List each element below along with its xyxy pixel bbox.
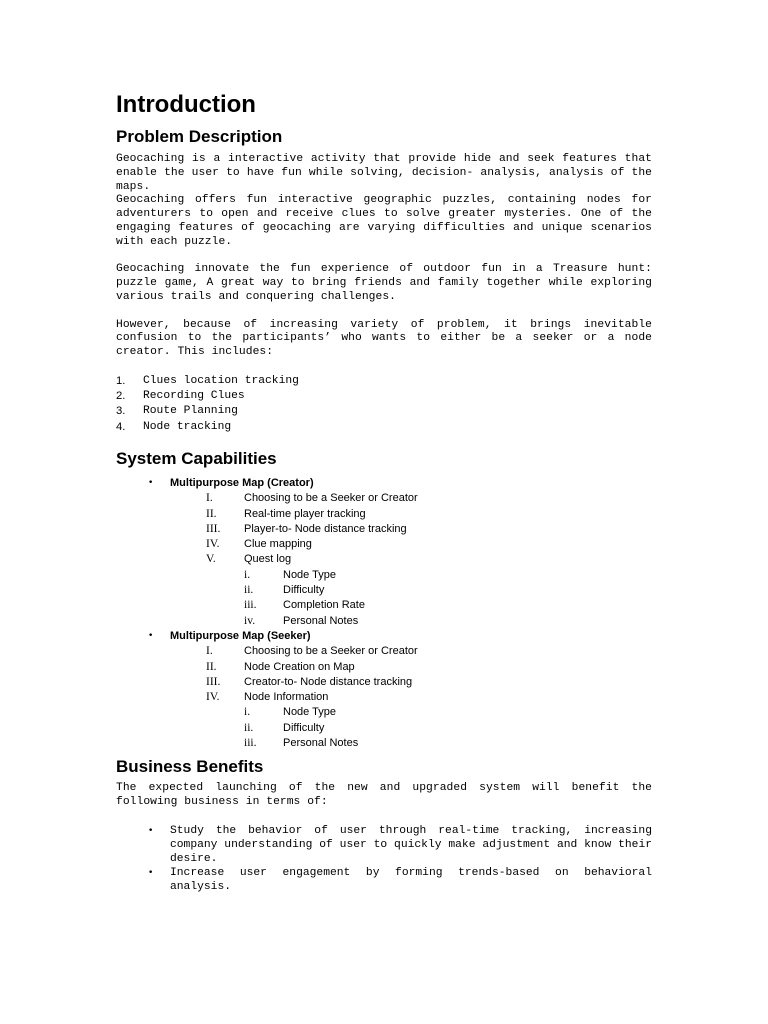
list-text: Node Type <box>283 568 337 581</box>
list-number: 3. <box>116 405 126 418</box>
problem-paragraph-4: However, because of increasing variety of problem, it brings inevitable confusion to the participants’ who wants to either be a seeker or a node creator. This includes: <box>116 318 652 359</box>
list-number: ii. <box>244 584 254 597</box>
list-item <box>116 507 652 522</box>
list-item <box>116 568 652 583</box>
problem-description-heading: Problem Description <box>116 127 283 146</box>
list-text: Recording Clues <box>143 390 245 403</box>
list-text: Clues location tracking <box>143 374 299 387</box>
paragraph-spacer <box>116 305 652 319</box>
list-text: Real-time player tracking <box>244 507 366 520</box>
list-item <box>116 660 652 675</box>
problem-list <box>116 374 652 435</box>
paragraph-spacer <box>116 250 652 264</box>
list-item <box>116 721 652 736</box>
list-text: Increase user engagement by forming trends-based on behavioral analysis. <box>170 867 652 894</box>
list-number: 4. <box>116 420 126 433</box>
list-number: V. <box>206 553 216 566</box>
list-number: III. <box>206 675 221 688</box>
list-number: III. <box>206 522 221 535</box>
list-item <box>116 690 652 705</box>
list-text: Clue mapping <box>244 538 312 551</box>
list-item <box>116 552 652 567</box>
list-item <box>116 675 652 690</box>
list-number: ii. <box>244 721 254 734</box>
list-number: 1. <box>116 374 126 387</box>
list-text: Difficulty <box>283 721 325 734</box>
list-item <box>116 583 652 598</box>
bullet-icon: • <box>148 868 154 879</box>
page-title: Introduction <box>116 91 256 118</box>
list-text: Player-to- Node distance tracking <box>244 522 407 535</box>
problem-paragraph-3: Geocaching innovate the fun experience of outdoor fun in a Treasure hunt: puzzle game, A great way to bring friends and family together while exploring various trails and conquering challenges. <box>116 263 652 303</box>
list-item <box>116 404 652 419</box>
list-item <box>116 476 652 491</box>
list-text: Node Creation on Map <box>244 660 355 673</box>
list-text: Creator-to- Node distance tracking <box>244 675 413 688</box>
list-item <box>116 491 652 506</box>
bullet-icon: • <box>148 825 154 836</box>
list-number: iv. <box>244 614 256 627</box>
list-number: I. <box>206 645 213 658</box>
problem-paragraph-2: Geocaching offers fun interactive geographic puzzles, containing nodes for adventurers to open and receive clues to solve greater mysteries. One of the engaging features of geocaching are varying difficulties and unique scenarios with each puzzle. <box>116 194 652 248</box>
list-item <box>116 374 652 389</box>
list-item <box>116 522 652 537</box>
list-item <box>116 644 652 659</box>
document-body <box>116 88 652 895</box>
list-item <box>116 598 652 613</box>
list-text: Study the behavior of user through real-time tracking, increasing company understanding of user to quickly make adjustment and know their desire. <box>170 824 652 866</box>
list-text: Personal Notes <box>283 736 359 749</box>
list-item <box>116 389 652 404</box>
list-text: Node Type <box>283 706 337 719</box>
list-item <box>116 614 652 629</box>
list-number: iii. <box>244 599 257 612</box>
benefits-intro: The expected launching of the new and upgraded system will benefit the following business in terms of: <box>116 782 652 809</box>
list-item <box>116 705 652 720</box>
list-number: IV. <box>206 538 220 551</box>
list-number: II. <box>206 660 217 673</box>
list-number: 2. <box>116 390 126 403</box>
list-text: Choosing to be a Seeker or Creator <box>244 645 418 658</box>
paragraph-spacer <box>116 810 652 824</box>
list-item <box>116 420 652 435</box>
list-text: Choosing to be a Seeker or Creator <box>244 492 418 505</box>
list-text: Node Information <box>244 691 329 704</box>
list-item <box>116 629 652 644</box>
list-item <box>116 824 652 867</box>
list-number: i. <box>244 706 251 719</box>
benefits-list <box>116 824 652 895</box>
list-item <box>116 537 652 552</box>
list-number: II. <box>206 507 217 520</box>
list-text: Difficulty <box>283 584 325 597</box>
business-benefits-heading: Business Benefits <box>116 757 264 777</box>
list-number: I. <box>206 492 213 505</box>
list-text: Route Planning <box>143 405 238 418</box>
list-text: Node tracking <box>143 420 232 433</box>
list-text: Quest log <box>244 553 292 566</box>
capabilities-list <box>116 476 652 751</box>
capability-title-seeker: Multipurpose Map (Seeker) <box>170 629 311 642</box>
bullet-icon: • <box>148 477 154 488</box>
problem-paragraph-1: Geocaching is a interactive activity that provide hide and seek features that enable the user to have fun while solving, decision- analysis, analysis of the maps. <box>116 153 652 193</box>
list-number: IV. <box>206 691 220 704</box>
list-number: i. <box>244 568 251 581</box>
capability-title-creator: Multipurpose Map (Creator) <box>170 476 314 489</box>
list-number: iii. <box>244 736 257 749</box>
list-item <box>116 736 652 751</box>
list-text: Personal Notes <box>283 614 359 627</box>
system-capabilities-heading: System Capabilities <box>116 448 277 468</box>
list-item <box>116 866 652 894</box>
list-text: Completion Rate <box>283 599 365 612</box>
paragraph-spacer <box>116 360 652 374</box>
bullet-icon: • <box>148 630 154 641</box>
